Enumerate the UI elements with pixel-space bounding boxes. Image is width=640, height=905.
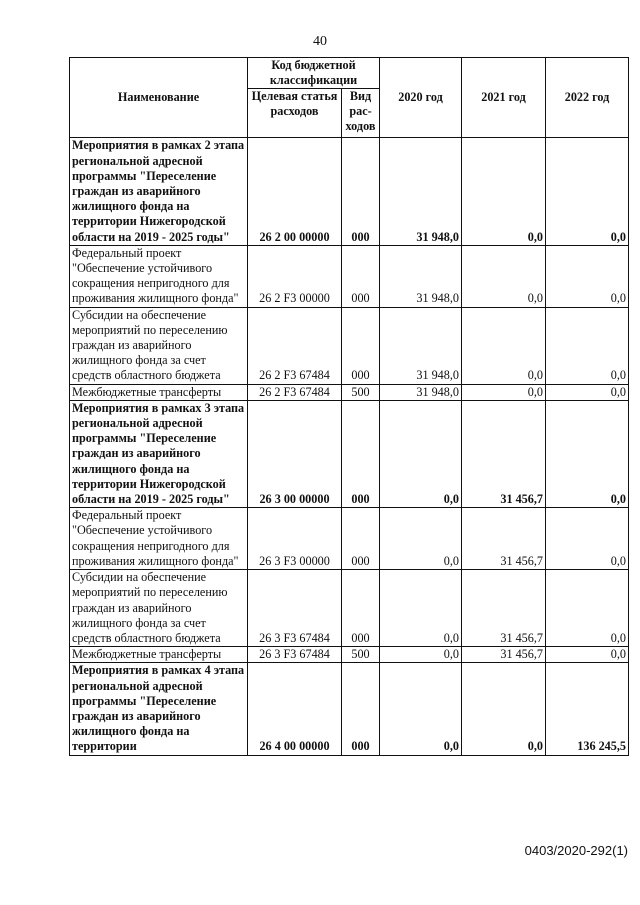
row-target-article: 26 4 00 00000 xyxy=(248,663,342,755)
table-row xyxy=(70,570,629,647)
table-row xyxy=(70,307,629,384)
row-expense-type: 000 xyxy=(342,307,380,384)
header-year-2021: 2021 год xyxy=(462,58,546,138)
header-name: Наименование xyxy=(70,58,248,138)
row-target-article: 26 2 00 00000 xyxy=(248,138,342,245)
row-name: Мероприятия в рамках 2 этапа региональной адресной программы "Переселение граждан из аварийного жилищного фонда на территории Нижегородской области на 2019 - 2025 годы" xyxy=(70,138,248,245)
row-target-article: 26 3 00 00000 xyxy=(248,400,342,507)
row-amount-2022: 0,0 xyxy=(546,307,629,384)
header-year-2020: 2020 год xyxy=(380,58,462,138)
row-amount-2022: 0,0 xyxy=(546,245,629,307)
table-row xyxy=(70,400,629,507)
page-number: 40 xyxy=(313,34,327,49)
row-expense-type: 000 xyxy=(342,138,380,245)
row-expense-type: 000 xyxy=(342,508,380,570)
row-expense-type: 000 xyxy=(342,570,380,647)
row-amount-2020: 31 948,0 xyxy=(380,138,462,245)
row-amount-2021: 31 456,7 xyxy=(462,570,546,647)
row-amount-2021: 31 456,7 xyxy=(462,647,546,663)
row-amount-2020: 0,0 xyxy=(380,570,462,647)
row-amount-2020: 0,0 xyxy=(380,400,462,507)
row-name: Субсидии на обеспечение мероприятий по переселению граждан из аварийного жилищного фонда за счет средств областного бюджета xyxy=(70,307,248,384)
row-amount-2020: 0,0 xyxy=(380,508,462,570)
row-amount-2020: 31 948,0 xyxy=(380,307,462,384)
row-amount-2022: 0,0 xyxy=(546,400,629,507)
row-amount-2022: 0,0 xyxy=(546,570,629,647)
row-target-article: 26 2 F3 00000 xyxy=(248,245,342,307)
row-amount-2020: 0,0 xyxy=(380,647,462,663)
row-target-article: 26 3 F3 00000 xyxy=(248,508,342,570)
row-amount-2021: 0,0 xyxy=(462,384,546,400)
row-amount-2021: 31 456,7 xyxy=(462,400,546,507)
table-row xyxy=(70,384,629,400)
row-target-article: 26 2 F3 67484 xyxy=(248,307,342,384)
row-amount-2020: 31 948,0 xyxy=(380,384,462,400)
header-code-group: Код бюджетной классификации xyxy=(248,58,380,89)
row-name: Федеральный проект "Обеспечение устойчивого сокращения непригодного для проживания жилищного фонда" xyxy=(70,508,248,570)
row-name: Межбюджетные трансферты xyxy=(70,647,248,663)
header-target-article: Целевая статья расходов xyxy=(248,89,342,138)
table-row xyxy=(70,245,629,307)
row-expense-type: 500 xyxy=(342,384,380,400)
table-body xyxy=(70,138,629,755)
row-amount-2022: 136 245,5 xyxy=(546,663,629,755)
table-row xyxy=(70,508,629,570)
row-target-article: 26 3 F3 67484 xyxy=(248,570,342,647)
row-amount-2021: 0,0 xyxy=(462,245,546,307)
table-row xyxy=(70,663,629,755)
row-name: Мероприятия в рамках 3 этапа региональной адресной программы "Переселение граждан из аварийного жилищного фонда на территории Нижегородской области на 2019 - 2025 годы" xyxy=(70,400,248,507)
row-amount-2022: 0,0 xyxy=(546,647,629,663)
row-name: Межбюджетные трансферты xyxy=(70,384,248,400)
row-amount-2021: 0,0 xyxy=(462,307,546,384)
row-target-article: 26 2 F3 67484 xyxy=(248,384,342,400)
table-row xyxy=(70,647,629,663)
row-amount-2020: 31 948,0 xyxy=(380,245,462,307)
row-amount-2021: 31 456,7 xyxy=(462,508,546,570)
row-amount-2020: 0,0 xyxy=(380,663,462,755)
row-expense-type: 000 xyxy=(342,245,380,307)
row-expense-type: 500 xyxy=(342,647,380,663)
row-amount-2021: 0,0 xyxy=(462,663,546,755)
row-amount-2022: 0,0 xyxy=(546,138,629,245)
document-code: 0403/2020-292(1) xyxy=(524,843,628,858)
row-expense-type: 000 xyxy=(342,663,380,755)
row-expense-type: 000 xyxy=(342,400,380,507)
row-name: Мероприятия в рамках 4 этапа региональной адресной программы "Переселение граждан из аварийного жилищного фонда на территории xyxy=(70,663,248,755)
row-amount-2022: 0,0 xyxy=(546,384,629,400)
budget-table xyxy=(69,57,629,756)
row-name: Федеральный проект "Обеспечение устойчивого сокращения непригодного для проживания жилищного фонда" xyxy=(70,245,248,307)
row-amount-2021: 0,0 xyxy=(462,138,546,245)
row-target-article: 26 3 F3 67484 xyxy=(248,647,342,663)
row-name: Субсидии на обеспечение мероприятий по переселению граждан из аварийного жилищного фонда за счет средств областного бюджета xyxy=(70,570,248,647)
header-expense-type: Вид рас- ходов xyxy=(342,89,380,138)
table-row xyxy=(70,138,629,245)
header-year-2022: 2022 год xyxy=(546,58,629,138)
row-amount-2022: 0,0 xyxy=(546,508,629,570)
